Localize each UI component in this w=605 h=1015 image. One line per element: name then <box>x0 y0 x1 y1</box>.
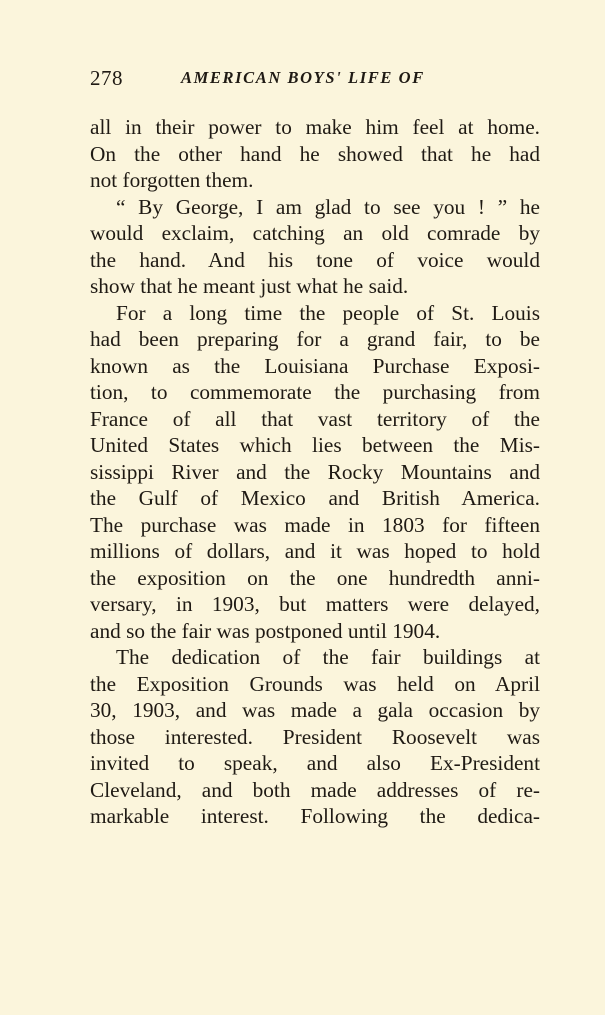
text-line: Cleveland, and both made addresses of re- <box>90 777 540 802</box>
text-line: would exclaim, catching an old comrade by <box>90 221 540 245</box>
text-line: known as the Louisiana Purchase Exposi- <box>90 353 540 378</box>
text-line: United States which lies between the Mis- <box>90 433 540 457</box>
body-text <box>90 114 540 830</box>
text-line: all in their power to make him feel at home. <box>90 115 540 139</box>
running-title: AMERICAN BOYS' LIFE OF <box>181 68 425 87</box>
text-line: had been preparing for a grand fair, to be <box>90 327 540 351</box>
text-line: France of all that vast territory of the <box>90 406 540 431</box>
text-line: invited to speak, and also Ex-President <box>90 751 540 775</box>
text-line: The purchase was made in 1803 for fifteen <box>90 512 540 537</box>
text-line: the exposition on the one hundredth anni- <box>90 565 540 590</box>
text-line: The dedication of the fair buildings at <box>116 645 540 669</box>
text-line: show that he meant just what he said. <box>90 274 409 298</box>
text-line: On the other hand he showed that he had <box>90 141 540 166</box>
page-number: 278 <box>90 66 123 90</box>
text-line: the hand. And his tone of voice would <box>90 247 540 272</box>
text-line: those interested. President Roosevelt was <box>90 724 540 749</box>
text-line: not forgotten them. <box>90 168 254 192</box>
text-line: “ By George, I am glad to see you ! ” he <box>116 194 540 219</box>
text-line: 30, 1903, and was made a gala occasion by <box>90 698 540 722</box>
text-line: tion, to commemorate the purchasing from <box>90 380 540 404</box>
text-line: sissippi River and the Rocky Mountains and <box>90 459 540 484</box>
text-line: millions of dollars, and it was hoped to hold <box>90 539 540 563</box>
text-line: the Gulf of Mexico and British America. <box>90 486 540 510</box>
text-line: the Exposition Grounds was held on April <box>90 671 540 696</box>
running-header <box>90 66 550 94</box>
text-line: markable interest. Following the dedica- <box>90 804 540 828</box>
text-line: For a long time the people of St. Louis <box>116 300 540 325</box>
text-line: versary, in 1903, but matters were delayed, <box>90 592 540 616</box>
text-line: and so the fair was postponed until 1904. <box>90 618 441 643</box>
